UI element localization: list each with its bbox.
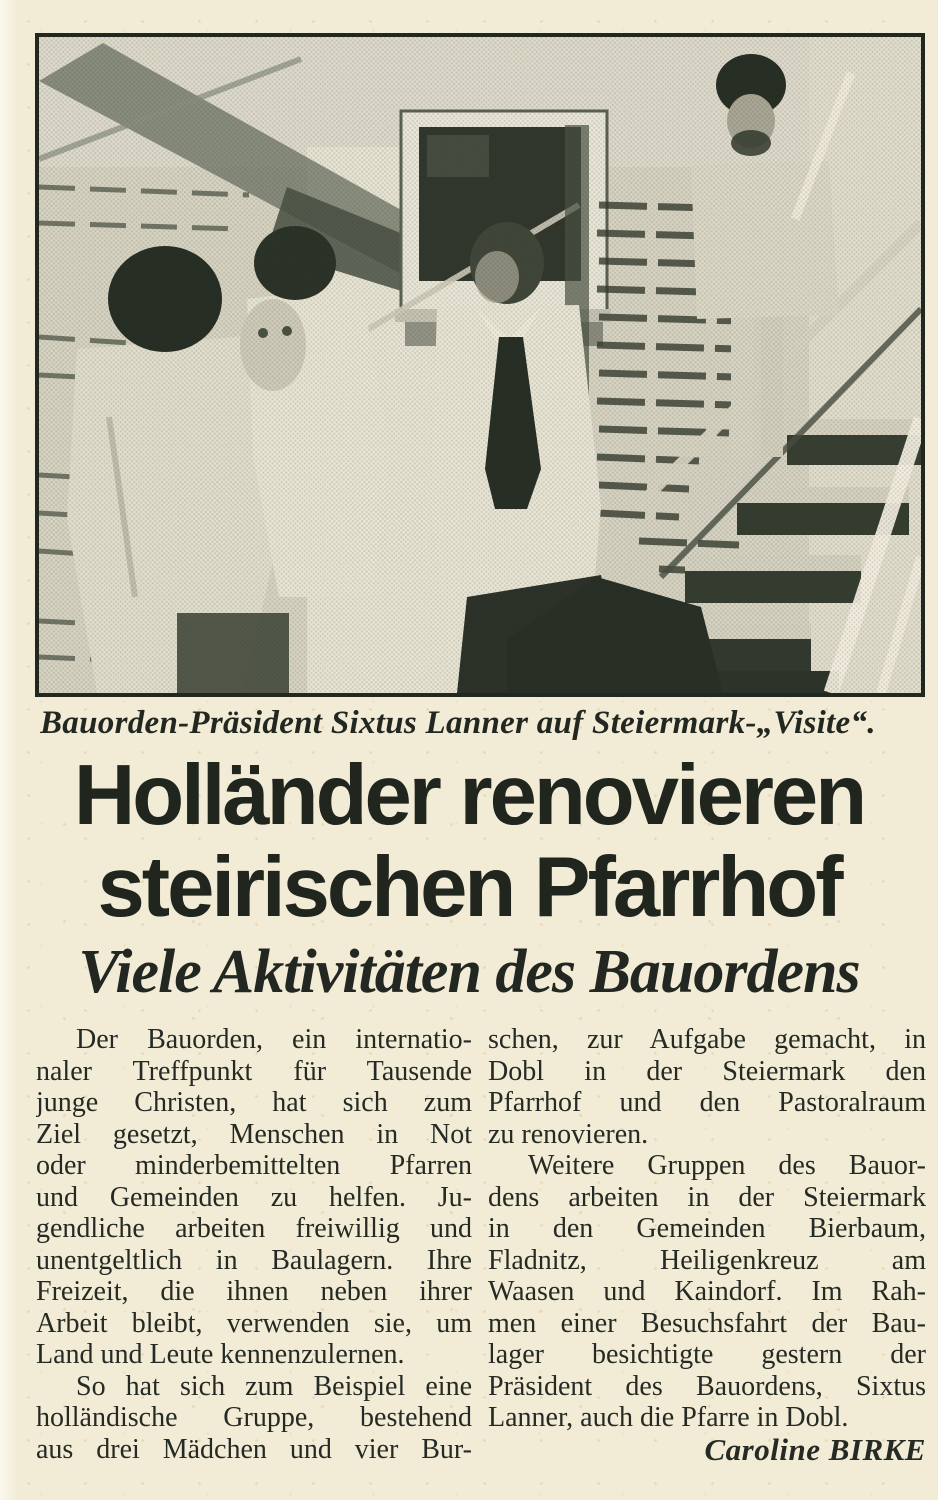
headline [0,750,938,934]
body-line: Freizeit, die ihnen neben ihrer [36,1276,472,1307]
photo-illustration [39,37,921,693]
body-line: lager besichtigte gestern der [488,1339,926,1370]
byline: Caroline BIRKE [704,1433,926,1465]
body-line: naler Treffpunkt für Tausende [36,1055,472,1087]
body-line: junge Christen, hat sich zum [36,1087,472,1118]
subheadline: Viele Aktivitäten des Bauordens [78,938,860,1006]
body-line: schen, zur Aufgabe gemacht, in [488,1024,926,1055]
body-line: oder minderbemittelten Pfarren [36,1150,472,1181]
body-line: unentgeltlich in Baulagern. Ihre [36,1244,472,1276]
body-line: Arbeit bleibt, verwenden sie, um [36,1307,472,1339]
body-line: Weitere Gruppen des Bauor- [528,1150,926,1181]
body-line: So hat sich zum Beispiel eine [76,1370,472,1402]
body-line: Lanner, auch die Pfarre in Dobl. [488,1402,849,1433]
body-line: Fladnitz, Heiligenkreuz am [488,1244,926,1276]
body-line: aus drei Mädchen und vier Bur- [36,1433,472,1465]
photo-caption: Bauorden-Präsident Sixtus Lanner auf Steiermark-„Visite“. [40,705,876,741]
halftone-texture [39,37,921,693]
body-line: und Gemeinden zu helfen. Ju- [36,1181,472,1213]
body-column-left [36,1024,472,1465]
body-line: dens arbeiten in der Steiermark [488,1181,926,1213]
body-column-right [488,1024,926,1465]
body-line: Pfarrhof und den Pastoralraum [488,1087,926,1118]
body-line: gendliche arbeiten freiwillig und [36,1213,472,1244]
article-body [36,1024,926,1465]
body-line: Präsident des Bauordens, Sixtus [488,1370,926,1402]
body-line: Land und Leute kennenzulernen. [36,1339,405,1370]
body-line: zu renovieren. [488,1118,649,1150]
body-line: Der Bauorden, ein internatio- [76,1024,472,1055]
article-photo [35,33,925,697]
headline-line-1: Holländer renovieren [73,748,865,843]
body-line: Waasen und Kaindorf. Im Rah- [488,1276,926,1307]
body-line: men einer Besuchsfahrt der Bau- [488,1307,926,1339]
headline-line-2: steirischen Pfarrhof [97,840,841,935]
body-line: holländische Gruppe, bestehend [36,1402,472,1433]
body-line: Ziel gesetzt, Menschen in Not [36,1118,472,1150]
body-line: Dobl in der Steiermark den [488,1055,926,1087]
body-line: in den Gemeinden Bierbaum, [488,1213,926,1244]
